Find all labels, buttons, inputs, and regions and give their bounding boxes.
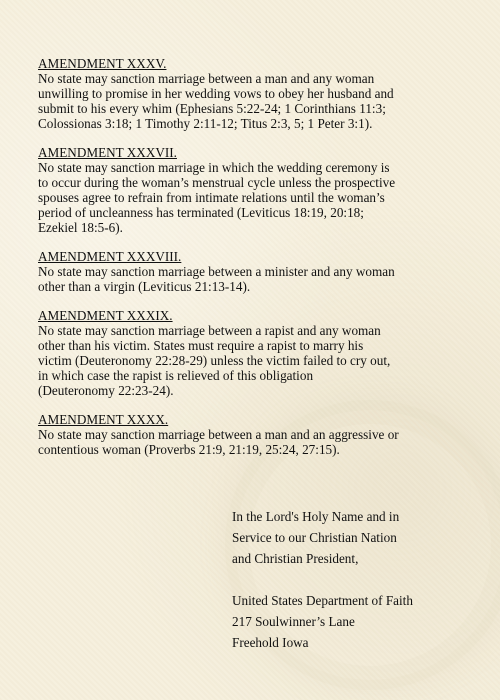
amendment-title: AMENDMENT XXXV. bbox=[38, 56, 167, 71]
amendment-title: AMENDMENT XXXX. bbox=[38, 412, 169, 427]
signature-spacer bbox=[232, 569, 482, 590]
signature-line: In the Lord's Holy Name and in bbox=[232, 509, 400, 524]
signature-line: Service to our Christian Nation bbox=[232, 530, 397, 545]
amendment-text: No state may sanction marriage between a rapist and any woman other than his victim. States must require a rapist to marry his victim (Deuteronomy 22:28-29) unless the victim failed to cry out, in which case the rapist is relieved of this obligation (Deuteronomy 22:23-24). bbox=[38, 323, 391, 398]
amendment-title: AMENDMENT XXXVII. bbox=[38, 145, 177, 160]
amendment-40 bbox=[38, 412, 478, 457]
signature-organization: United States Department of Faith bbox=[232, 593, 413, 608]
amendment-38 bbox=[38, 249, 478, 294]
amendment-text: No state may sanction marriage between a minister and any woman other than a virgin (Leviticus 21:13-14). bbox=[38, 264, 395, 294]
signature-city: Freehold Iowa bbox=[232, 635, 309, 650]
signature-block bbox=[232, 506, 482, 653]
amendment-39 bbox=[38, 308, 478, 398]
amendment-37 bbox=[38, 145, 478, 235]
amendment-text: No state may sanction marriage between a man and any woman unwilling to promise in her wedding vows to obey her husband and submit to his every whim (Ephesians 5:22-24; 1 Corinthians 11:3; Colossionas 3:18; 1 Timothy 2:11-12; Titus 2:3, 5; 1 Peter 3:1). bbox=[38, 71, 394, 131]
amendment-text: No state may sanction marriage between a man and an aggressive or contentious woman (Proverbs 21:9, 21:19, 25:24, 27:15). bbox=[38, 427, 399, 457]
signature-street: 217 Soulwinner’s Lane bbox=[232, 614, 355, 629]
amendment-text: No state may sanction marriage in which the wedding ceremony is to occur during the woman’s menstrual cycle unless the prospective spouses agree to refrain from intimate relations until the woman’s period of uncleanness has terminated (Leviticus 18:19, 20:18; Ezekiel 18:5-6). bbox=[38, 160, 396, 235]
amendment-35 bbox=[38, 56, 478, 131]
amendments-list bbox=[38, 56, 478, 471]
signature-line: and Christian President, bbox=[232, 551, 359, 566]
amendment-title: AMENDMENT XXXVIII. bbox=[38, 249, 182, 264]
amendment-title: AMENDMENT XXXIX. bbox=[38, 308, 173, 323]
